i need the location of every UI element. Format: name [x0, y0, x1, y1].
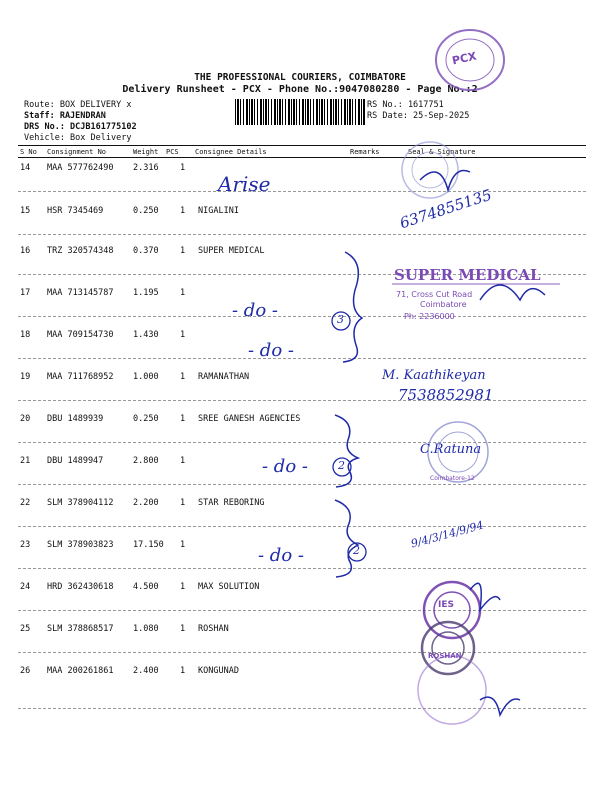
weight: 0.250: [133, 414, 159, 424]
consignment-no: HSR 7345469: [47, 206, 104, 216]
signature-row14: [420, 170, 470, 190]
consignment-no: MAA 577762490: [47, 163, 114, 173]
ies-stamp-text: IES: [438, 600, 454, 610]
consignment-no: SLM 378868517: [47, 624, 114, 634]
sno: 18: [20, 330, 31, 340]
consignee: RAMANATHAN: [198, 372, 250, 382]
ies-stamp: [424, 582, 480, 638]
weight: 0.250: [133, 206, 159, 216]
consignment-no: MAA 709154730: [47, 330, 114, 340]
pcs: 1: [180, 540, 186, 550]
weight: 1.195: [133, 288, 159, 298]
super-medical-address1: 71, Cross Cut Road: [396, 290, 473, 299]
handwriting-arise: Arise: [218, 172, 271, 196]
bottom-purple-stamp: [418, 656, 486, 724]
handwriting-name: M. Kaathikeyan: [382, 368, 486, 383]
consignee: NIGALINI: [198, 206, 239, 216]
super-medical-address2: Coimbatore: [420, 300, 467, 309]
weight: 2.200: [133, 498, 159, 508]
consignment-no: SLM 378904112: [47, 498, 114, 508]
handwriting-ratuna: C.Ratuna: [420, 442, 482, 457]
weight: 0.370: [133, 246, 159, 256]
col-sno: S No: [20, 148, 37, 156]
weight: 2.316: [133, 163, 159, 173]
super-medical-phone: Ph: 2236000: [404, 312, 455, 321]
brace-rows-22-23: [335, 500, 358, 577]
pcs: 1: [180, 246, 186, 256]
rs-date: RS Date: 25-Sep-2025: [367, 111, 470, 121]
sno: 14: [20, 163, 31, 173]
route-label: Route: BOX DELIVERY x: [24, 100, 132, 110]
consignee: STAR REBORING: [198, 498, 265, 508]
sno: 15: [20, 206, 31, 216]
weight: 1.430: [133, 330, 159, 340]
runsheet-title: Delivery Runsheet - PCX - Phone No.:9047080280 - Page No.:2: [122, 84, 478, 95]
weight: 2.800: [133, 456, 159, 466]
consignment-no: TRZ 320574348: [47, 246, 114, 256]
col-seal-signature: Seal & Signature: [408, 148, 476, 156]
weight: 1.080: [133, 624, 159, 634]
consignment-no: DBU 1489939: [47, 414, 104, 424]
consignee: SUPER MEDICAL: [198, 246, 265, 256]
sno: 21: [20, 456, 31, 466]
consignee: ROSHAN: [198, 624, 229, 634]
ditto-row17: - do -: [232, 300, 278, 321]
sno: 22: [20, 498, 31, 508]
pcs: 1: [180, 372, 186, 382]
count-2b: 2: [353, 544, 360, 557]
consignment-no: DBU 1489947: [47, 456, 104, 466]
consignee: MAX SOLUTION: [198, 582, 260, 592]
super-medical-stamp-text: SUPER MEDICAL: [394, 266, 541, 284]
count-2a: 2: [338, 459, 345, 472]
vehicle-label: Vehicle: Box Delivery: [24, 133, 132, 143]
handwriting-date: 9/4/3/14/9/94: [409, 518, 485, 551]
handwriting-phone1: 6374855135: [397, 185, 494, 233]
count-3: 3: [337, 313, 344, 326]
consignment-no: HRD 362430618: [47, 582, 114, 592]
pcs: 1: [180, 624, 186, 634]
pcs: 1: [180, 163, 186, 173]
roshan-stamp: [422, 622, 474, 674]
pcs: 1: [180, 498, 186, 508]
pcs: 1: [180, 206, 186, 216]
pcs: 1: [180, 666, 186, 676]
signature-row26: [480, 697, 520, 715]
sno: 26: [20, 666, 31, 676]
consignment-no: MAA 713145787: [47, 288, 114, 298]
consignment-no: MAA 200261861: [47, 666, 114, 676]
col-consignment: Consignment No: [47, 148, 107, 156]
ditto-row23: - do -: [258, 545, 304, 566]
sno: 23: [20, 540, 31, 550]
pcs: 1: [180, 456, 186, 466]
sno: 20: [20, 414, 31, 424]
pcx-stamp-text: PCX: [450, 49, 478, 68]
pcs: 1: [180, 582, 186, 592]
signature-row18: [480, 285, 545, 300]
sno: 19: [20, 372, 31, 382]
signature-row24: [470, 583, 500, 610]
ditto-row18: - do -: [248, 340, 294, 361]
consignment-no: MAA 711768952: [47, 372, 114, 382]
weight: 1.000: [133, 372, 159, 382]
roshan-stamp-text: ROSHAN: [428, 652, 462, 660]
coimbatore-stamp-text: Coimbatore-12: [430, 475, 475, 482]
consignee: SREE GANESH AGENCIES: [198, 414, 301, 424]
col-remarks: Remarks: [350, 148, 380, 156]
col-pcs: PCS: [166, 148, 179, 156]
handwriting-phone2: 7538852981: [398, 386, 494, 404]
weight: 4.500: [133, 582, 159, 592]
pcs: 1: [180, 414, 186, 424]
brace-rows-16-18: [343, 252, 362, 362]
col-consignee: Consignee Details: [195, 148, 267, 156]
pcs: 1: [180, 330, 186, 340]
weight: 17.150: [133, 540, 164, 550]
sno: 25: [20, 624, 31, 634]
consignment-no: SLM 378903823: [47, 540, 114, 550]
pcs: 1: [180, 288, 186, 298]
ditto-row21: - do -: [262, 456, 308, 477]
rs-number: RS No.: 1617751: [367, 100, 444, 110]
sno: 17: [20, 288, 31, 298]
brace-rows-20-21: [335, 415, 358, 487]
consignee: KONGUNAD: [198, 666, 239, 676]
sno: 24: [20, 582, 31, 592]
staff-label: Staff: RAJENDRAN: [24, 111, 106, 121]
col-weight: Weight: [133, 148, 159, 156]
company-title: THE PROFESSIONAL COURIERS, COIMBATORE: [194, 72, 406, 83]
round-stamp-faint: [402, 142, 458, 198]
drs-number: DRS No.: DCJB161775102: [24, 122, 137, 132]
weight: 2.400: [133, 666, 159, 676]
sno: 16: [20, 246, 31, 256]
